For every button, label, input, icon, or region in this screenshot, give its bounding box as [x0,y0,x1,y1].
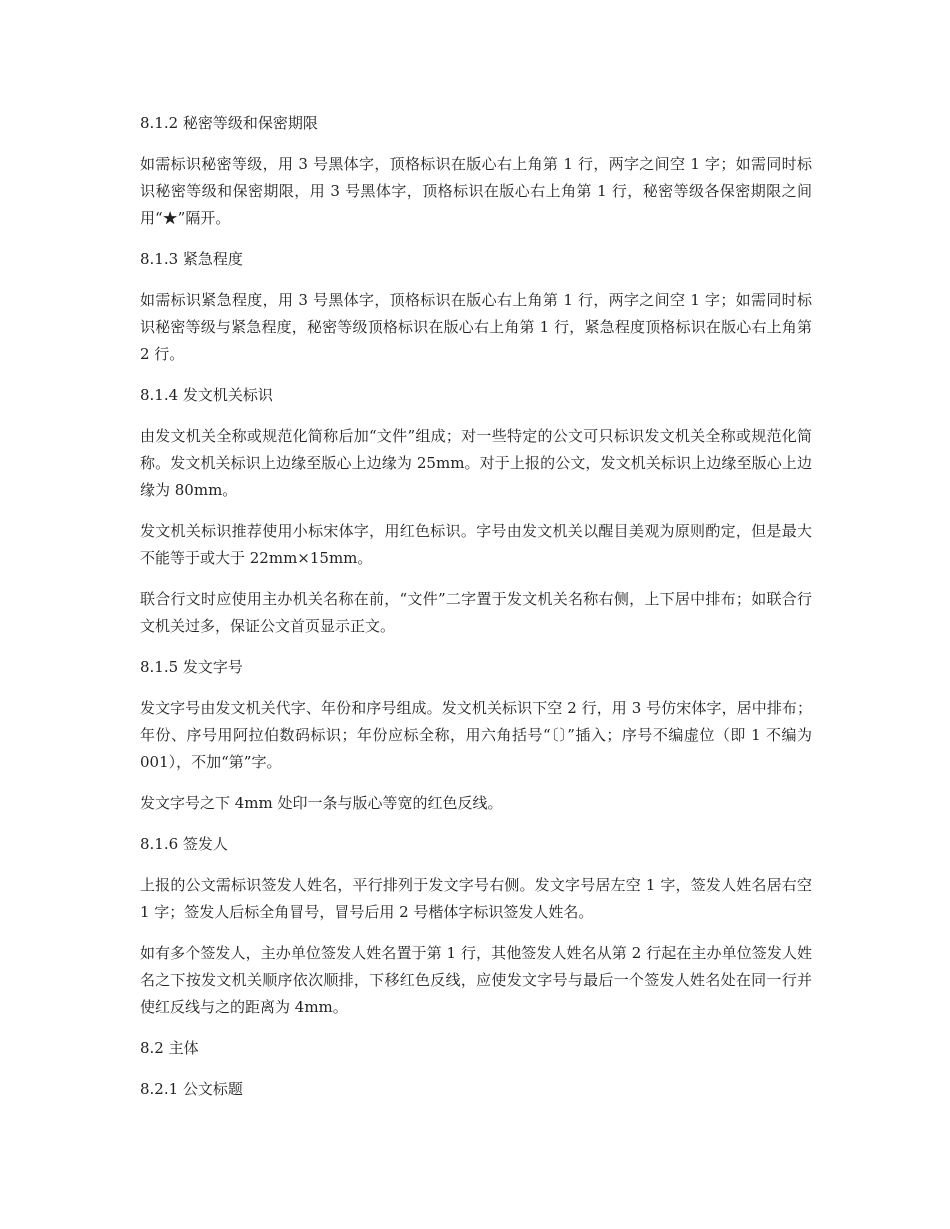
paragraph: 如需标识紧急程度，用 3 号黑体字，顶格标识在版心右上角第 1 行，两字之间空 1 字；如需同时标识秘密等级与紧急程度，秘密等级顶格标识在版心右上角第 1 行，紧急程度顶格标识在版心右上角第 2 行。 [140,291,812,363]
section-heading-8-1-5: 8.1.5 发文字号 [140,658,243,676]
paragraph: 上报的公文需标识签发人姓名，平行排列于发文字号右侧。发文字号居左空 1 字，签发人姓名居右空 1 字；签发人后标全角冒号，冒号后用 2 号楷体字标识签发人姓名。 [140,876,812,921]
paragraph: 发文字号由发文机关代字、年份和序号组成。发文机关标识下空 2 行，用 3 号仿宋体字，居中排布；年份、序号用阿拉伯数码标识；年份应标全称，用六角括号“〔〕”插入；序号不编虚位（即 1 不编为 001），不加“第”字。 [140,699,812,771]
paragraph: 如有多个签发人，主办单位签发人姓名置于第 1 行，其他签发人姓名从第 2 行起在主办单位签发人姓名之下按发文机关顺序依次顺排，下移红色反线，应使发文字号与最后一个签发人姓名处在同一行并使红反线与之的距离为 4mm。 [140,944,812,1016]
section-heading-8-1-4: 8.1.4 发文机关标识 [140,386,273,404]
paragraph: 发文机关标识推荐使用小标宋体字，用红色标识。字号由发文机关以醒目美观为原则酌定，但是最大不能等于或大于 22mm×15mm。 [140,522,812,567]
section-heading-8-2: 8.2 主体 [140,1039,199,1057]
paragraph: 联合行文时应使用主办机关名称在前，“文件”二字置于发文机关名称右侧，上下居中排布；如联合行文机关过多，保证公文首页显示正文。 [140,590,812,635]
section-heading-8-1-3: 8.1.3 紧急程度 [140,250,243,268]
paragraph: 由发文机关全称或规范化简称后加“文件”组成；对一些特定的公文可只标识发文机关全称或规范化简称。发文机关标识上边缘至版心上边缘为 25mm。对于上报的公文，发文机关标识上边缘至版心上边缘为 80mm。 [140,427,812,499]
section-heading-8-2-1: 8.2.1 公文标题 [140,1080,243,1098]
paragraph: 如需标识秘密等级，用 3 号黑体字，顶格标识在版心右上角第 1 行，两字之间空 1 字；如需同时标识秘密等级和保密期限，用 3 号黑体字，顶格标识在版心右上角第 1 行，秘密等级各保密期限之间用“★”隔开。 [140,155,812,227]
section-heading-8-1-2: 8.1.2 秘密等级和保密期限 [140,114,318,132]
section-heading-8-1-6: 8.1.6 签发人 [140,835,228,853]
paragraph: 发文字号之下 4mm 处印一条与版心等宽的红色反线。 [140,794,503,812]
document-body [140,110,812,1117]
